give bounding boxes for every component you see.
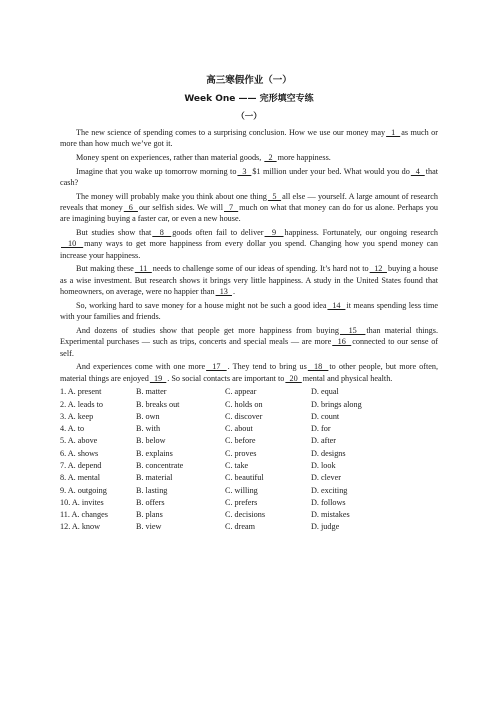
option-choice: C. appear [225,387,257,397]
option-choice: 2. A. leads to [60,399,103,409]
option-row [60,521,438,533]
passage-paragraph [60,361,438,384]
page-subtitle: Week One —— 完形填空专练 [184,94,314,104]
option-choice: 8. A. mental [60,473,101,483]
option-choice: D. judge [311,522,340,532]
passage-text: happiness. Fortunately, our ongoing research [284,228,439,237]
blank-number: 8 [152,228,172,237]
option-choice: B. lasting [136,485,168,495]
option-choice: 7. A. depend [60,461,102,470]
option-row [60,411,438,423]
passage-paragraph [60,325,438,359]
passage-text: as much or more than how much we’ve got it. [60,128,439,149]
option-choice: D. after [311,436,337,446]
blank-number: 16 [332,337,352,347]
option-row [60,497,438,509]
option-choice: C. beautiful [225,473,264,483]
option-choice: C. take [225,461,249,470]
passage-text: many ways to get more happiness from every dollar you spend. Changing how you spend money can increase your happiness. [60,239,439,260]
passage-text: The new science of spending comes to a surprising conclusion. How we use our money may [76,128,386,137]
passage-text: much on what that money can do for us alone. Perhaps you are imagining buying a faster car, or even a new house. [60,203,439,224]
blank-number: 15 [339,325,366,335]
option-choice: B. material [136,473,173,483]
option-choice: 10. A. invites [60,497,104,507]
passage-text: it means spending less time with your families and friends. [60,300,438,322]
passage-paragraph [60,127,438,150]
option-choice: 3. A. keep [60,411,94,421]
blank-number: 18 [307,362,329,372]
option-choice: C. dream [225,522,256,532]
option-row [60,460,438,472]
blank-number: 14 [327,300,346,310]
passage-text: . [232,287,236,297]
option-row [60,435,438,447]
passage-paragraph [60,227,438,261]
option-choice: C. before [225,436,256,446]
option-choice: B. view [136,522,162,532]
passage-text: . So social contacts are important to [167,373,285,383]
option-choice: D. exciting [311,485,348,495]
option-choice: B. offers [136,497,165,507]
option-row [60,386,438,398]
section-heading: （一） [236,112,262,122]
passage-text: $1 million under your bed. What would you do [252,166,410,176]
option-choice: B. explains [136,448,173,458]
blank-number: 17 [206,362,227,372]
passage-text: Money spent on experiences, rather than material goods, [76,153,264,162]
passage-text: Imagine that you wake up tomorrow morning to [76,166,237,176]
document-page [60,74,438,534]
passage-paragraph [60,152,438,163]
passage-text: connected to our sense of self. [60,337,439,358]
option-choice: C. about [225,424,253,434]
option-choice: 5. A. above [60,436,98,446]
option-choice: C. prefers [225,497,258,507]
answer-options [60,386,438,534]
passage-text: buying a house as a wise investment. But research shows it brings very little happiness. A study in the United States found that homeowners, on average, were no happier than [60,264,439,297]
blank-number: 2 [264,153,277,162]
passage-text: But studies show that [76,228,152,237]
option-choice: 9. A. outgoing [60,485,107,495]
option-choice: C. holds on [225,399,263,409]
blank-number: 4 [410,166,425,176]
passage-text: But making these [76,264,134,274]
passage-text: than material things. Experimental purchases — such as trips, concerts and special meals — are more [60,325,439,347]
blank-number: 9 [264,228,284,237]
option-choice: C. proves [225,448,257,458]
passage-paragraph [60,191,438,225]
passage-text: to other people, but more often, material things are enjoyed [60,362,439,383]
passage-text: . They tend to bring us [227,362,307,372]
blank-number: 10 [61,239,84,249]
option-choice: B. concentrate [136,461,184,470]
blank-number: 13 [215,287,232,297]
option-row [60,485,438,497]
option-row [60,423,438,435]
option-choice: D. follows [311,497,346,507]
option-choice: 12. A. know [60,522,101,532]
passage-paragraph [60,166,438,189]
option-row [60,399,438,411]
option-choice: D. look [311,461,336,470]
option-choice: D. mistakes [311,510,350,520]
option-choice: B. matter [136,387,167,397]
option-choice: 11. A. changes [60,510,108,520]
passage-text: mental and physical health. [302,373,393,383]
blank-number: 12 [369,264,387,274]
option-choice: C. willing [225,485,258,495]
passage-text: So, working hard to save money for a house might not be such a good idea [76,300,327,310]
option-choice: B. with [136,424,161,434]
passage-text: all else — yourself. A large amount of research reveals that money [60,191,439,212]
passage-text: more happiness. [277,153,331,162]
option-choice: D. count [311,411,340,421]
option-choice: D. clever [311,473,342,483]
option-choice: D. brings along [311,399,362,409]
blank-number: 5 [267,191,282,201]
passage-text: The money will probably make you think about one thing [76,191,267,201]
blank-number: 6 [123,203,138,212]
option-choice: C. decisions [225,510,266,520]
option-row [60,509,438,521]
passage-text: needs to challenge some of our ideas of spending. It’s hard not to [152,264,369,274]
page-title: 高三寒假作业（一） [206,75,292,86]
passage-text: our selfish sides. We will [138,203,223,212]
option-choice: D. for [311,424,331,434]
blank-number: 11 [134,264,152,274]
option-choice: 6. A. shows [60,448,99,458]
option-row [60,448,438,460]
option-choice: C. discover [225,411,263,421]
option-choice: 4. A. to [60,424,85,434]
passage-text: And experiences come with one more [76,362,206,372]
option-choice: D. equal [311,387,339,397]
passage-text: And dozens of studies show that people get more happiness from buying [76,325,339,335]
blank-number: 19 [149,373,167,383]
blank-number: 1 [386,128,401,137]
blank-number: 7 [224,203,239,212]
passage-paragraph [60,300,438,323]
passage-paragraph [60,263,438,297]
blank-number: 3 [237,166,252,176]
cloze-passage [60,127,438,384]
option-choice: B. own [136,411,160,421]
passage-text: goods often fail to deliver [172,228,264,237]
option-row [60,472,438,484]
option-choice: B. below [136,436,166,446]
option-choice: B. breaks out [136,399,180,409]
option-choice: B. plans [136,510,163,520]
blank-number: 20 [285,373,302,383]
passage-text: that cash? [60,166,439,187]
option-choice: D. designs [311,448,346,458]
option-choice: 1. A. present [60,387,102,397]
